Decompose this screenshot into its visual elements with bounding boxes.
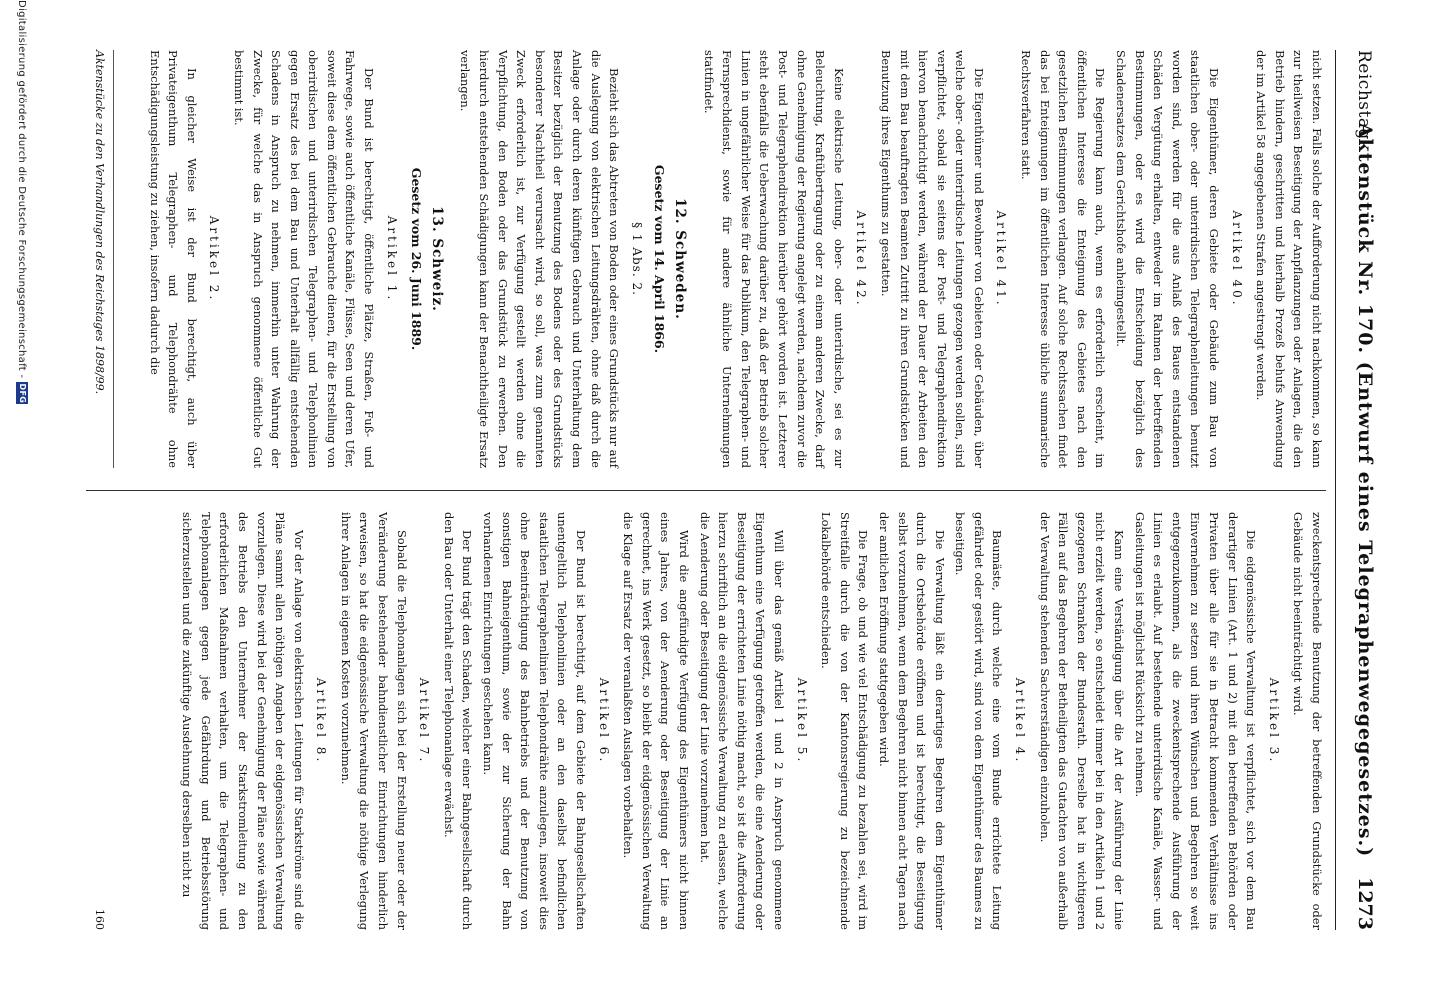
paragraph: Der Bund trägt den Schaden, welcher einer Bahngesellschaft durch den Bau oder Unterhalt einer Telephonanlage erwächst. [441,512,475,930]
article-heading: Artikel 7. [417,677,432,765]
paragraph: Der Bund ist berechtigt, öffentliche Plätze, Straßen, Fuß- und Fahrwege, sowie auch öffentliche Kanäle, Flüsse, Seen und deren Ufer, soweit diese dem öffentlichen Gebrauche dienen, für die Erstellung von oberirdischen und unterirdischen Telegraphen- und Telephonlinien gegen Ersatz des bei dem Bau und Unterhalt allfällig entstehenden Schadens in Anspruch zu nehmen, immerhin unter Wahrung der Zwecke, für welche das in Anspruch genommene öffentliche Gut bestimmt ist. [231,50,377,468]
dfg-logo: DFG [18,383,27,404]
paragraph: Kann eine Verständigung über die Art der Ausführung der Linie nicht erzielt werden, so entscheidet immer bei in den Artikeln 1 und 2 gezogenen Schranken der Bundesrath. Derselbe hat in wichtigeren Fällen auf das Begehren der Betheiligten das Gutachten von außerhalb der Verwaltung stehenden Sachverständigen einzuholen. [1037,512,1127,930]
paragraph: Keine elektrische Leitung, ober- oder unterirdische, sei es zur Beleuchtung, Kraftübertragung oder zu einem anderen Zwecke, darf ohne Genehmigung der Regierung angelegt werden, nachdem zuvor die Post- und Telegraphendirektion hierüber gehört worden ist. Letzterer steht ebenfalls die Ueberwachung darüber zu, daß der Betrieb solcher Linien in ungefährlicher Weise für das Publikum, den Telegraphen- und Fernsprechdienst, sowie für andere ähnliche Unternehmungen stattfindet. [701,50,846,468]
paragraph: nicht setzen. Falls solche der Aufforderung nicht nachkommen, so kann zur theilweisen Beseitigung der Anpflanzungen oder Anlagen, die den Betrieb hindern, geschritten und hierhalb Prozeß behufs Anwendung der im Artikel 58 angegebenen Strafen angestrengt werden. [1254,50,1324,468]
sheet-number: 160 [93,909,106,930]
paragraph: Wird die angefündigte Verfügung des Eigenthümers nicht binnen eines Jahres, von der Aenderung oder Beseitigung der Linie an gerechnet, ins Werk gesetzt, so bleibt der eidgenössischen Verwaltung die Klage auf Ersatz der veranlaßten Auslagen vorbehalten. [621,512,691,930]
article-heading: Artikel 4. [1013,677,1028,765]
paragraph: Bezieht sich das Abtreten von Boden oder eines Grundstücks nur auf die Auslegung von elektrischen Leitungsdrähten, ohne daß durch die Anlage oder durch deren künftigen Gebrauch und Unterhaltung dem Besitzer bezüglich der Benutzung des Bodens oder des Grundstücks besonderer Nachtheil verursacht wird, so soll, was zum genannten Zweck erforderlich ist, zur Verfügung gestellt werden ohne die Verpflichtung, den Boden oder das Grundstück zu erwerben. Den hierdurch entstehenden Schädigungen kann der Benachtheiligte Ersatz verlangen. [458,50,622,468]
paragraph: zweckentsprechende Benutzung der betreffenden Grundstücke oder Gebäude nicht beeinträchtigt wird. [1291,512,1324,930]
page-number-top: 1273 [1354,877,1376,930]
article-heading: Artikel 1. [384,215,399,303]
article-heading: Artikel 5. [794,677,809,765]
column-divider [86,490,1326,491]
article-heading: Artikel 6. [596,677,611,765]
paragraph: Vor der Anlage von elektrischen Leitungen für Starkströme sind die Pläne sammt allen nöthigen Angaben der eidgenössischen Verwaltung vorzulegen. Diese wird bei der Genehmigung der Pläne sowie während des Betriebs den Unternehmer der Starkstromleitung zu den erforderlichen Maßnahmen verhalten, um die Telegraphen- und Telephonanlagen gegen jede Gefährdung und Betriebsstörung sicherzustellen und die zukünftige Ausdehnung derselben nicht zu [180,512,306,930]
article-heading: Artikel 42. [854,210,869,308]
paragraph: Sobald die Telephonanlagen sich bei der Erstellung neuer oder der Veränderung bestehender bahndienstlicher Einrichtungen hinderlich erweisen, so hat die eidgenössische Verwaltung die nöthige Verlegung ihrer Anlagen in eigenen Kosten vorzunehmen. [338,512,409,930]
law-heading: Gesetz vom 26. Juni 1889. [409,167,425,351]
paragraph: Die Frage, ob und wie viel Entschädigung zu bezahlen sei, wird im Streitfalle durch die von der Kantonsregierung zu bezeichnende Lokalbehörde entschieden. [819,512,871,930]
dfg-credit [16,0,28,404]
running-head-title: Aktenstück Nr. 170. (Entwurf eines Telegraphenwegegesetzes.) [1354,122,1376,858]
country-heading: 12. Schweden. [672,198,688,320]
paragraph: Die Eigenthümer, deren Gebiete oder Gebäude zum Bau von staatlichen ober- oder unterirdischen Telegraphenleitungen benutzt worden sind, werden für die aus Anlaß des Baues entstandenen Schäden Vergütung erhalten, entweder im Rahmen der betreffenden Bestimmungen, oder es wird die Entscheidung bezüglich des Schadenersatzes dem Gerichtshofe anheimgestellt. [1114,50,1222,468]
paragraph: Will über das gemäß Artikel 1 und 2 in Anspruch genommene Eigenthum eine Verfügung getroffen werden, die eine Aenderung oder Beseitigung der errichteten Linie nöthig macht, so ist die Aufforderung hierzu schriftlich an die eidgenössische Verwaltung zu erlassen, welche die Aenderung oder Beseitigung der Linie vorzunehmen hat. [697,512,786,930]
article-heading: Artikel 3. [1266,677,1281,765]
running-head-left: Reichstag. [1354,50,1374,146]
paragraph: Der Bund ist berechtigt, auf dem Gebiete der Bahngesellschaften unentgeltlich Telephonlinien oder an den daselbst befindlichen staatlichen Telegraphenlinien Telephondrähte anzulegen, insoweit dies ohne Beeinträchtigung des Bahnbetriebs und der Benutzung von sonstigen Bahneigenthum, sowie der zur Sicherung der Bahn vorhandenen Einrichtungen geschehen kann. [481,512,589,930]
dfg-credit-text: Digitalisierung gefördert durch die Deutsche Forschungsgemeinschaft - [16,0,27,379]
country-heading: 13. Schweiz. [428,206,445,312]
footer-rule [113,50,114,468]
paragraph: Die Regierung kann auch, wenn es erforderlich erscheint, im öffentlichen Interesse die Enteignung des Gebietes nach den gesetzlichen Bestimmungen verlangen. Auf solche Rechtssachen findet das bei Enteignungen im öffentlichen Interesse übliche summarische Rechtsverfahren statt. [1019,50,1108,468]
footer-source: Aktenstücke zu den Verhandlungen des Reichstages 1898/99. [93,50,106,395]
running-head [1335,50,1382,930]
left-column [143,50,1326,468]
paragraph: Die eidgenössische Verwaltung ist verpflichtet, sich vor dem Bau derartiger Linien (Art. 1 und 2) mit den betreffenden Behörden oder Privaten über alle für sie in Betracht kommenden Verhältnisse ins Einvernehmen zu setzen und ihren Wünschen und Begehren so weit entgegenzukommen, als die zweckentsprechende Ausführung der Linien es erlaubt. Auf bestehende unterirdische Kanäle, Wasser- und Gasleitungen ist möglichst Rücksicht zu nehmen. [1132,512,1259,930]
right-column [176,512,1326,930]
page [60,50,1382,930]
article-heading: Artikel 8. [314,677,329,765]
paragraph: In gleicher Weise ist der Bund berechtigt, auch über Privateigenthum Telegraphen- und Telephondrähte ohne Entschädigungsleistung zu ziehen, insofern dadurch die [147,50,199,468]
section-heading: § 1 Abs. 2. [629,222,644,296]
paragraph: Die Eigenthümer und Bewohner von Gebieten oder Gebäuden, über welche ober- oder unterirdische Leitungen gezogen werden sollen, sind verpflichtet, sobald sie seitens der Post- und Telegraphendirektion hiervon benachrichtigt werden, während der Dauer der Arbeiten den mit dem Bau beauftragten Beamten Zutritt zu ihren Grundstücken und Benutzung ihres Eigenthums zu gestatten. [878,50,986,468]
article-heading: Artikel 41. [994,210,1009,308]
article-heading: Artikel 40. [1229,210,1244,308]
paragraph: Die Verwaltung läßt ein derartiges Begehren dem Eigenthümer durch die Ortsbehörde eröffnen und ist berechtigt, die Beseitigung selbst vorzunehmen, wenn dem Begehren nicht binnen acht Tagen nach der amtlichen Eröffnung stattgegeben wird. [876,512,947,930]
law-heading: Gesetz vom 14. April 1866. [652,164,668,354]
paragraph: Baumäste, durch welche eine vom Bunde errichtete Leitung gefährdet oder gestört wird, sind von dem Eigenthümer des Baumes zu beseitigen. [953,512,1005,930]
article-heading: Artikel 2. [207,215,222,303]
